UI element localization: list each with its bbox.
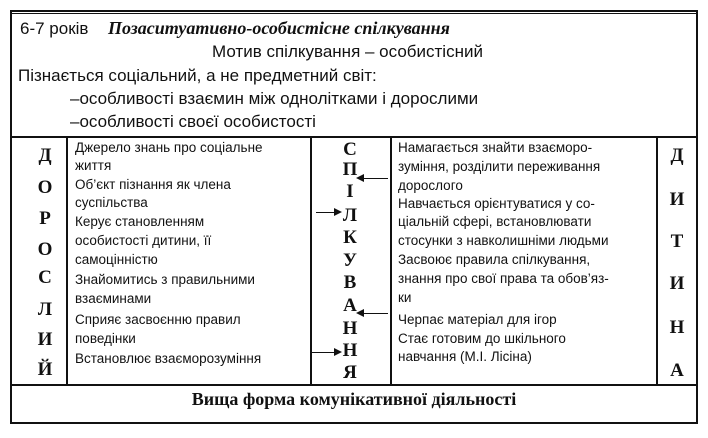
- adult-letter: Р: [39, 208, 51, 229]
- child-line: ки: [398, 290, 412, 305]
- adult-letter: Д: [38, 145, 52, 166]
- child-letter: Н: [669, 317, 685, 338]
- child-line: ціальній сфері, встановлювати: [398, 214, 592, 229]
- adult-line: самоцінністю: [75, 252, 158, 267]
- adult-line: взаєминами: [75, 291, 152, 306]
- adult-letter: Л: [37, 299, 53, 320]
- adult-letter: Й: [37, 359, 53, 380]
- adult-letter: О: [37, 239, 53, 260]
- col-divider-1: [66, 136, 68, 385]
- child-letter: А: [670, 360, 684, 381]
- header-motive: Мотив спілкування – особистісний: [212, 42, 483, 61]
- header-divider: [10, 136, 698, 138]
- header-knowledge: Пізнається соціальний, а не предметний світ:: [18, 66, 377, 85]
- arrow-right-icon: [310, 352, 336, 353]
- adult-line: Встановлює взаєморозуміння: [75, 351, 262, 366]
- communication-letter: А: [343, 295, 357, 316]
- adult-line: Керує становленням: [75, 214, 205, 229]
- header-bullet-2: –особливості своєї особистості: [70, 112, 316, 131]
- child-letter: Т: [670, 231, 684, 252]
- col-divider-3: [390, 136, 392, 385]
- header-form-title: Позаситуативно-особистісне спілкування: [108, 18, 450, 38]
- adult-line: поведінки: [75, 331, 136, 346]
- child-line: стосунки з навколишніми людьми: [398, 233, 609, 248]
- footer-caption: Вища форма комунікативної діяльності: [191, 389, 517, 409]
- child-letter: Д: [670, 145, 684, 166]
- communication-letter: Н: [342, 318, 358, 339]
- adult-line: життя: [75, 158, 112, 173]
- table-top-inner-line: [12, 13, 696, 14]
- arrow-right-icon: [316, 212, 336, 213]
- child-line: Черпає матеріал для ігор: [398, 312, 557, 327]
- communication-letter: І: [346, 181, 354, 202]
- adult-letter: О: [37, 177, 53, 198]
- communication-letter: Я: [343, 362, 357, 383]
- adult-line: Знайомитись з правильними: [75, 272, 255, 287]
- adult-line: особистості дитини, її: [75, 233, 212, 248]
- adult-line: суспільства: [75, 195, 148, 210]
- col-divider-2: [310, 136, 312, 385]
- communication-letter: Л: [342, 205, 358, 226]
- communication-letter: У: [343, 250, 357, 271]
- child-letter: И: [669, 273, 685, 294]
- adult-letter: И: [37, 329, 53, 350]
- adult-letter: С: [38, 267, 52, 288]
- adult-line: Джерело знань про соціальне: [75, 140, 263, 155]
- header-bullet-1: –особливості взаємин між однолітками і дорослими: [70, 89, 479, 108]
- communication-letter: В: [343, 272, 357, 293]
- child-line: Навчається орієнтуватися у со-: [398, 196, 595, 211]
- footer-divider: [10, 384, 698, 386]
- child-line: Намагається знайти взаєморо-: [398, 140, 593, 155]
- child-line: Засвоює правила спілкування,: [398, 252, 591, 267]
- header-age: 6-7 років: [20, 19, 89, 38]
- arrow-left-icon: [362, 313, 388, 314]
- child-line: Стає готовим до шкільного: [398, 331, 566, 346]
- communication-letter: Н: [342, 340, 358, 361]
- adult-line: Об’єкт пізнання як члена: [75, 177, 231, 192]
- adult-line: Сприяє засвоєнню правил: [75, 312, 241, 327]
- col-divider-4: [656, 136, 658, 385]
- arrow-left-icon: [362, 178, 388, 179]
- communication-letter: С: [343, 139, 357, 160]
- child-line: зуміння, розділити переживання: [398, 159, 601, 174]
- child-letter: И: [669, 189, 685, 210]
- communication-letter: К: [343, 227, 357, 248]
- child-line: дорослого: [398, 178, 463, 193]
- child-line: навчання (М.І. Лісіна): [398, 349, 532, 364]
- child-line: знання про свої права та обов’яз-: [398, 271, 609, 286]
- communication-letter: П: [342, 159, 358, 180]
